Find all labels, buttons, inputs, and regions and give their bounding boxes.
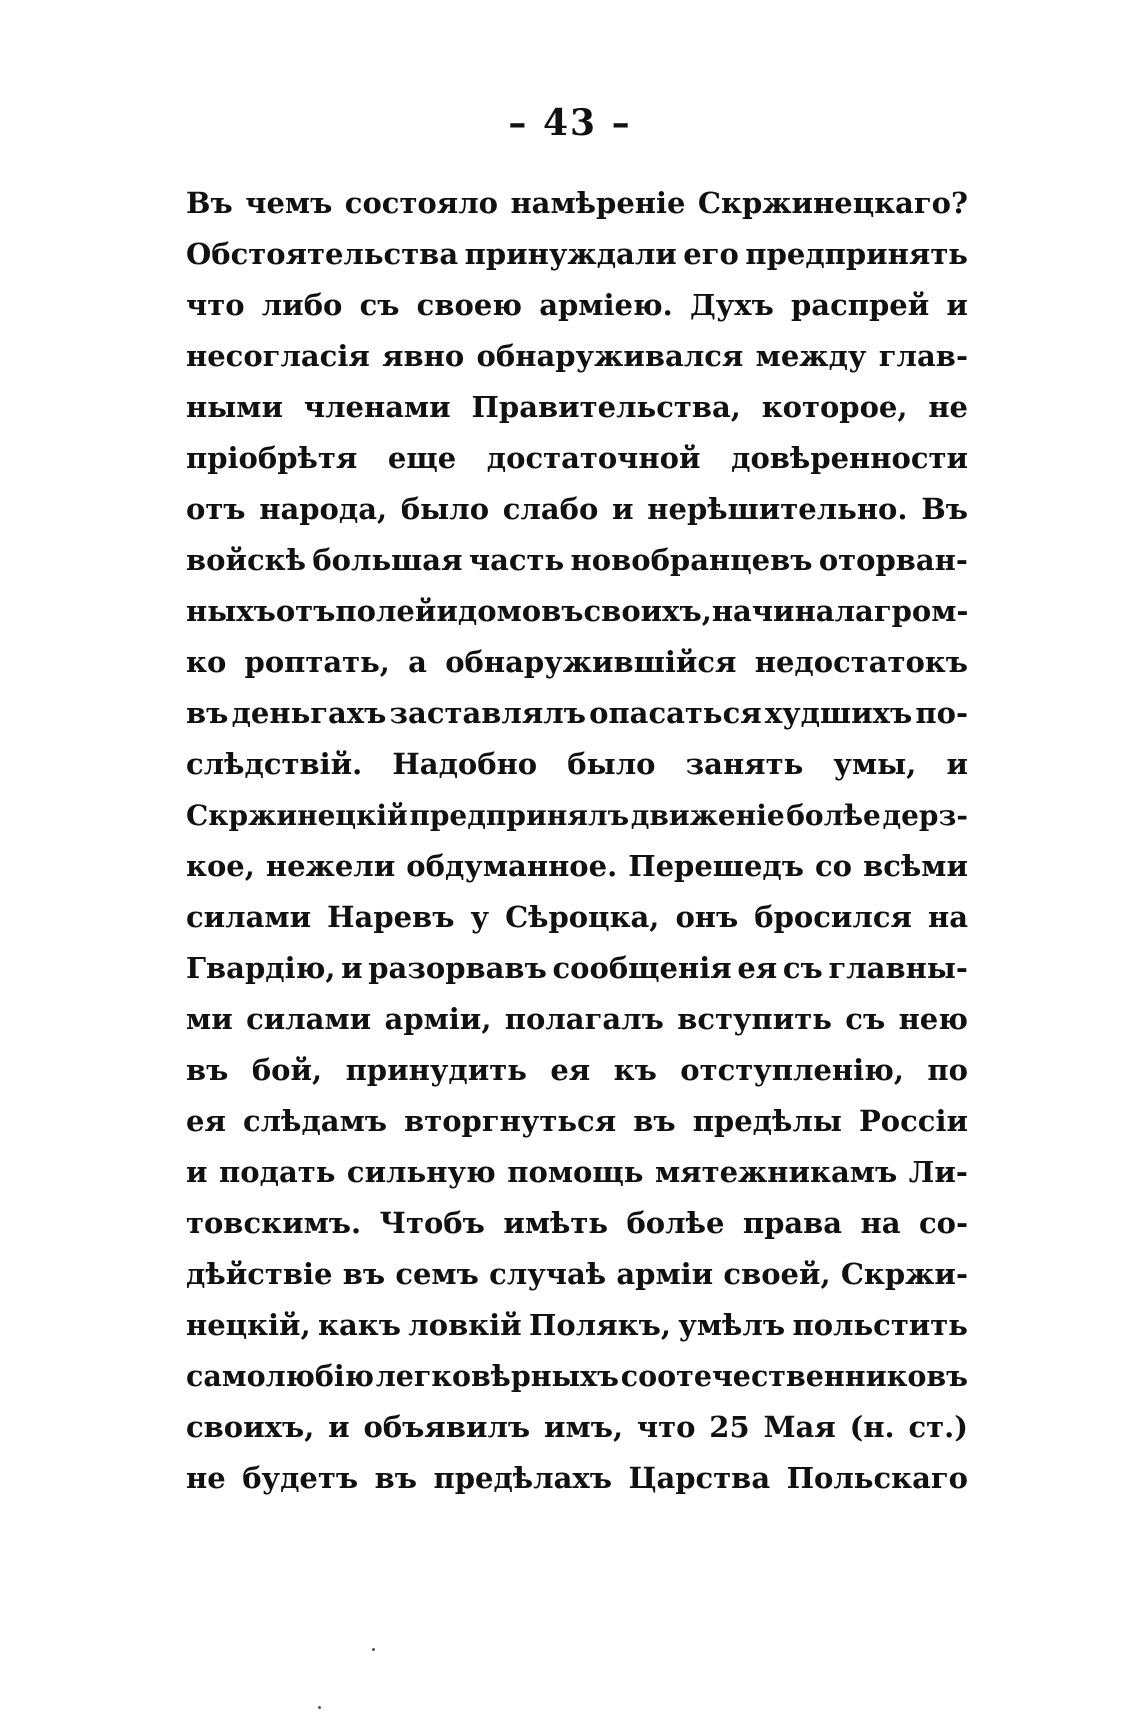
text-line (186, 586, 968, 637)
word: ст.) (908, 1410, 968, 1444)
word: слабо (502, 492, 599, 526)
word: ея (550, 1053, 591, 1087)
word: гром- (873, 594, 968, 628)
word: Обстоятельства (186, 237, 459, 271)
word: вступить (677, 1002, 832, 1036)
word: предѣлы (692, 1104, 842, 1138)
scan-speck (318, 1706, 321, 1709)
word: умы, (833, 747, 917, 781)
text-line (186, 790, 968, 841)
word: соотечественниковъ (620, 1359, 968, 1393)
word: и (612, 492, 634, 526)
text-line (186, 841, 968, 892)
word: обнаруживался (476, 339, 744, 373)
text-line (186, 382, 968, 433)
text-line (186, 484, 968, 535)
word: у (470, 900, 490, 934)
word: полей (335, 594, 437, 628)
word: слѣдамъ (242, 1104, 388, 1138)
word: либо (261, 288, 343, 322)
word: сильную (346, 1155, 496, 1189)
text-line (186, 1453, 968, 1504)
word: Сѣроцка, (505, 900, 660, 934)
page-number: – 43 – (508, 102, 632, 144)
word: еще (387, 441, 457, 475)
word: Перешедъ (628, 849, 804, 883)
word: несогласія (186, 339, 370, 373)
word: большая (312, 543, 463, 577)
word: нею (898, 1002, 968, 1036)
word: онъ (675, 900, 739, 934)
word: чемъ (245, 186, 333, 220)
word: вторгнуться (404, 1104, 617, 1138)
word: полагалъ (504, 1002, 664, 1036)
word: явно (382, 339, 465, 373)
word: довѣренности (731, 441, 968, 475)
word: Польскаго (786, 1461, 968, 1495)
word: новобранцевъ (570, 543, 813, 577)
word: Духъ (689, 288, 774, 322)
word: арміею. (539, 288, 673, 322)
word: Въ (186, 186, 233, 220)
word: въ (633, 1104, 676, 1138)
word: будетъ (242, 1461, 359, 1495)
text-line (186, 892, 968, 943)
word: распрей (791, 288, 930, 322)
word: намѣреніе (510, 186, 686, 220)
word: бросился (754, 900, 912, 934)
text-line (186, 178, 968, 229)
word: и (186, 1155, 208, 1189)
word: обнаружившійся (445, 645, 737, 679)
word: разорвавъ (368, 951, 547, 985)
word: ными (186, 390, 283, 424)
word: и (946, 747, 968, 781)
word: дерз- (882, 799, 968, 832)
text-line (186, 1249, 968, 1300)
word: 25 (709, 1410, 750, 1444)
word: права (742, 1206, 843, 1240)
word: занять (685, 747, 804, 781)
word: мятежникамъ (654, 1155, 898, 1189)
word: недостатокъ (754, 645, 968, 679)
word: какъ (318, 1308, 401, 1342)
text-line (186, 1351, 968, 1402)
word: Скржинецкаго? (697, 186, 968, 220)
word: въ (342, 1257, 386, 1291)
word: арміи, (384, 1002, 492, 1036)
text-line (186, 943, 968, 994)
word: было (400, 492, 490, 526)
word: между (755, 339, 867, 373)
word: предѣлахъ (433, 1461, 612, 1495)
text-line (186, 688, 968, 739)
word: что (636, 1410, 696, 1444)
text-line (186, 1198, 968, 1249)
word: движеніе (630, 799, 785, 832)
word: и (946, 288, 968, 322)
text-line (186, 1045, 968, 1096)
word: нерѣшительно. (647, 492, 908, 526)
text-line (186, 229, 968, 280)
word: начинала (711, 594, 874, 628)
word: нецкій, (186, 1308, 311, 1342)
word: со (815, 849, 853, 883)
text-line (186, 994, 968, 1045)
word: случаѣ (489, 1257, 607, 1291)
word: Царства (628, 1461, 771, 1495)
word: а (408, 645, 427, 679)
word: оторван- (818, 543, 968, 577)
word: Скржинецкій (186, 799, 408, 832)
word: Скржи- (840, 1257, 968, 1291)
word: своею (416, 288, 523, 322)
word: ми (186, 1002, 233, 1036)
word: ныхъ (186, 594, 276, 628)
word: Мая (763, 1410, 836, 1444)
word: ловкій (408, 1308, 522, 1342)
word: принудить (345, 1053, 527, 1087)
word: съ (782, 951, 823, 985)
word: пріобрѣтя (186, 441, 358, 475)
text-line (186, 1147, 968, 1198)
word: войскѣ (186, 543, 306, 577)
word: домовъ (457, 594, 584, 628)
body-text (186, 178, 968, 1504)
scan-speck (372, 1648, 375, 1651)
word: Въ (921, 492, 968, 526)
word: было (567, 747, 656, 781)
word: бой, (251, 1053, 323, 1087)
word: членами (303, 390, 451, 424)
word: въ (186, 1053, 229, 1087)
word: обдуманное. (406, 849, 618, 883)
word: отъ (186, 492, 246, 526)
word: объявилъ (363, 1410, 531, 1444)
word: отступленію, (680, 1053, 904, 1087)
word: въ (186, 696, 229, 730)
word: сообщенія (552, 951, 732, 985)
word: по (927, 1053, 968, 1087)
word: состояло (344, 186, 498, 220)
text-line (186, 1402, 968, 1453)
word: предпринялъ (409, 799, 630, 832)
word: деньгахъ (231, 696, 387, 730)
word: отъ (275, 594, 336, 628)
word: заставлялъ (389, 696, 586, 730)
word: съ (845, 1002, 886, 1036)
word: Наревъ (327, 900, 455, 934)
word: своихъ, (583, 594, 712, 628)
word: болѣе (626, 1206, 725, 1240)
word: ея (186, 1104, 226, 1138)
word: съ (359, 288, 400, 322)
word: своихъ, (186, 1410, 315, 1444)
word: со- (918, 1206, 968, 1240)
word: не (186, 1461, 226, 1495)
word: и (436, 594, 458, 628)
word: имъ, (544, 1410, 624, 1444)
word: слѣдствій. (186, 747, 363, 781)
word: дѣйствіе (186, 1257, 333, 1291)
word: ко (186, 645, 227, 679)
word: ея (737, 951, 778, 985)
word: принуждали (464, 237, 677, 271)
word: часть (468, 543, 565, 577)
text-line (186, 739, 968, 790)
text-line (186, 331, 968, 382)
word: Россіи (858, 1104, 968, 1138)
word: самолюбію (186, 1359, 374, 1393)
word: семъ (395, 1257, 479, 1291)
word: главны- (828, 951, 968, 985)
text-line (186, 1096, 968, 1147)
word: которое, (761, 390, 908, 424)
word: достаточной (486, 441, 701, 475)
text-line (186, 280, 968, 331)
word: легковѣрныхъ (375, 1359, 620, 1393)
word: въ (374, 1461, 417, 1495)
word: на (927, 900, 968, 934)
word: кое, (186, 849, 255, 883)
word: и (328, 1410, 350, 1444)
word: арміи (616, 1257, 714, 1291)
word: силами (246, 1002, 372, 1036)
word: Надобно (392, 747, 538, 781)
word: своей, (723, 1257, 831, 1291)
word: (н. (849, 1410, 895, 1444)
word: предпринять (745, 237, 968, 271)
word: опасаться (589, 696, 762, 730)
word: худшихъ (764, 696, 913, 730)
word: Правительства, (471, 390, 741, 424)
word: всѣми (863, 849, 968, 883)
word: что (186, 288, 245, 322)
word: силами (186, 900, 312, 934)
word: не (928, 390, 968, 424)
word: къ (613, 1053, 657, 1087)
word: народа, (259, 492, 388, 526)
word: Ли- (908, 1155, 968, 1189)
word: нежели (265, 849, 396, 883)
text-line (186, 433, 968, 484)
word: болѣе (786, 799, 881, 832)
word: Полякъ, (529, 1308, 671, 1342)
word: умѣлъ (678, 1308, 786, 1342)
word: имѣть (503, 1206, 609, 1240)
word: помощь (507, 1155, 644, 1189)
text-line (186, 535, 968, 586)
word: Чтобъ (379, 1206, 485, 1240)
word: Гвардію, (186, 951, 336, 985)
word: и (341, 951, 363, 985)
word: польстить (792, 1308, 968, 1342)
word: товскимъ. (186, 1206, 362, 1240)
word: на (860, 1206, 901, 1240)
word: его (683, 237, 739, 271)
text-line (186, 637, 968, 688)
word: роптать, (244, 645, 390, 679)
word: подать (219, 1155, 336, 1189)
text-line (186, 1300, 968, 1351)
word: глав- (878, 339, 968, 373)
word: по- (915, 696, 968, 730)
